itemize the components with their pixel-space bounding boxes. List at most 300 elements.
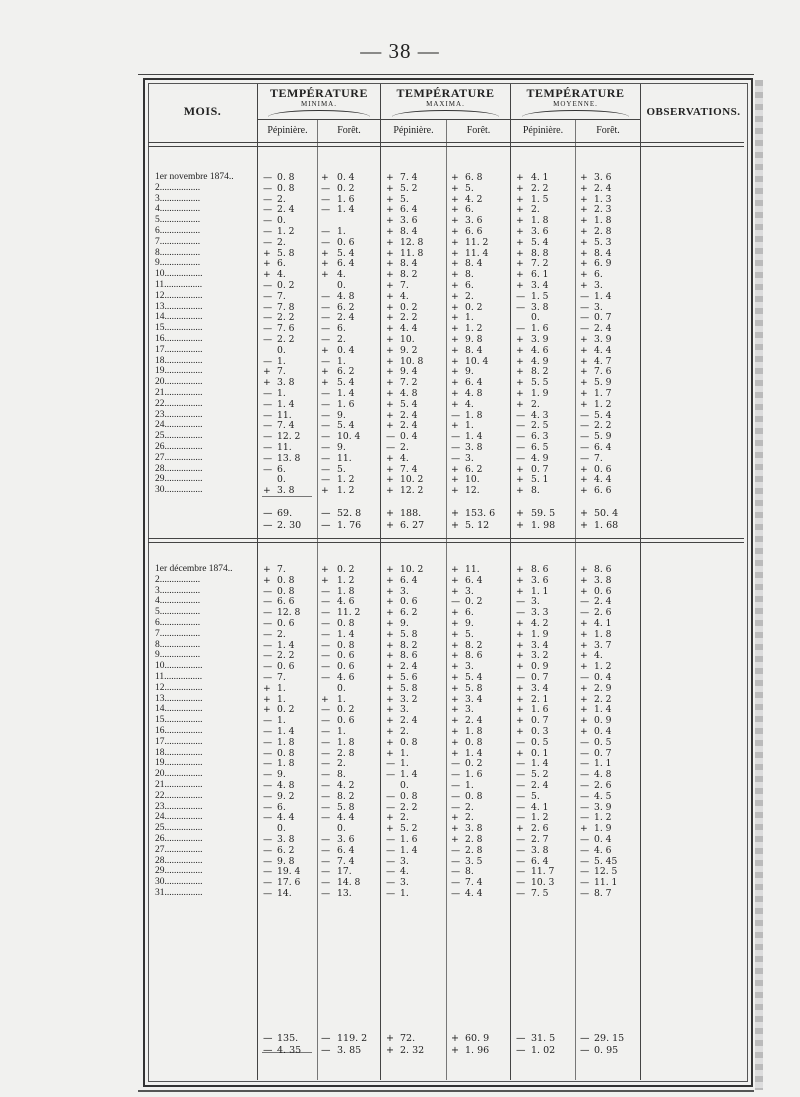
mean-pepiniere-value: 2. 6 (531, 823, 549, 835)
mean-pepiniere-sign: + (516, 355, 524, 367)
max-foret-value: 9. 8 (465, 334, 483, 345)
min-pepiniere-sign: — (263, 790, 273, 802)
mean-pepiniere-sign: — (516, 301, 526, 313)
day-label: 26................ (155, 442, 203, 452)
max-foret-sign: + (451, 269, 459, 281)
mean-pepiniere-sign: + (516, 215, 524, 227)
min-foret-value: 13. (337, 888, 352, 899)
max-pepiniere-value: 9. 4 (400, 366, 418, 378)
mean-foret-value: 8. 6 (594, 564, 612, 575)
min-pepiniere-sign: — (263, 388, 273, 399)
min-pepiniere-sign: — (263, 758, 273, 770)
min-pepiniere-sign: — (263, 715, 273, 727)
mean-pepiniere-value: 4. 9 (531, 355, 549, 367)
max-pepiniere-sign: + (386, 409, 394, 421)
day-label: 15................ (155, 715, 203, 726)
nov-total-max-foret-sign: + (451, 508, 459, 519)
min-header: TEMPÉRATURE (270, 86, 368, 100)
min-pepiniere-header: Pépinière. (267, 125, 308, 136)
max-pepiniere-sign: + (386, 204, 394, 216)
mean-foret-value: 0. 9 (594, 715, 612, 727)
mean-pepiniere-sign: — (516, 888, 526, 899)
mean-pepiniere-sign: — (516, 442, 526, 453)
mean-foret-value: 1. 2 (594, 812, 612, 824)
min-pepiniere-value: 4. (277, 269, 286, 281)
mean-foret-value: 1. 1 (594, 758, 612, 770)
max-pepiniere-sign: — (386, 801, 396, 813)
dec-total-max-foret: 60. 9 (465, 1033, 490, 1044)
day-label: 15................ (155, 323, 203, 334)
max-pepiniere-value: 0. 8 (400, 790, 418, 802)
day-label: 19................ (155, 366, 203, 377)
min-foret-sign: — (321, 585, 331, 597)
day-label: 12................ (155, 682, 203, 693)
max-pepiniere-sign: + (386, 474, 394, 486)
mean-pepiniere-value: 4. 1 (531, 801, 549, 813)
mean-pepiniere-value: 6. 5 (531, 442, 549, 453)
mean-foret-sign: + (580, 280, 588, 291)
max-pepiniere-value: 8. 4 (400, 258, 418, 270)
min-foret-sign: — (321, 388, 331, 399)
day-label: 14................ (155, 312, 203, 323)
mean-foret-header: Forêt. (596, 125, 620, 136)
mean-foret-sign: — (580, 747, 590, 759)
max-pepiniere-value: 1. 4 (400, 769, 418, 781)
min-pepiniere-sign: — (263, 182, 273, 194)
mean-foret-sign: + (580, 258, 588, 270)
dec-mean-min-foret: 3. 85 (337, 1045, 362, 1056)
min-foret-value: 0. 2 (337, 564, 355, 575)
nov-mean-max-foret: 5. 12 (465, 520, 490, 531)
max-foret-value: 5. 4 (465, 672, 483, 683)
min-pepiniere-sign: — (263, 855, 273, 867)
min-pepiniere-sign: — (263, 172, 273, 183)
min-pepiniere-value: 9. (277, 769, 286, 781)
mean-pepiniere-value: 3. 8 (531, 844, 549, 856)
min-pepiniere-value: 1. 4 (277, 726, 295, 737)
mean-pepiniere-value: 5. 4 (531, 236, 549, 248)
mean-subheader: MOYENNE. (553, 100, 598, 108)
min-pepiniere-sign: — (263, 596, 273, 608)
max-pepiniere-value: 0. (400, 780, 409, 791)
min-pepiniere-value: 1. 4 (277, 639, 295, 651)
max-foret-value: 8. 4 (465, 344, 483, 356)
mean-foret-value: 4. 5 (594, 790, 612, 802)
max-pepiniere-value: 2. 4 (400, 409, 418, 421)
mean-pepiniere-sign: + (516, 388, 524, 399)
mean-foret-value: 5. 9 (594, 377, 612, 389)
max-foret-value: 1. 6 (465, 769, 483, 781)
mean-foret-value: 6. 4 (594, 442, 612, 453)
mean-pepiniere-value: 6. 1 (531, 269, 549, 281)
max-foret-value: 2. (465, 812, 474, 824)
max-foret-value: 6. (465, 607, 474, 619)
max-pepiniere-value: 11. 8 (400, 247, 424, 259)
max-pepiniere-value: 7. 2 (400, 377, 418, 389)
mean-pepiniere-sign: — (516, 290, 526, 302)
min-foret-value: 4. 4 (337, 812, 355, 824)
mean-foret-value: 3. 9 (594, 801, 612, 813)
min-foret-value: 5. 4 (337, 377, 355, 389)
max-foret-sign: + (451, 312, 459, 324)
min-foret-value: 4. 8 (337, 290, 355, 302)
min-foret-value: 2. 8 (337, 747, 355, 759)
mean-pepiniere-value: 8. 8 (531, 247, 549, 259)
mean-pepiniere-sign: — (516, 866, 526, 878)
max-pepiniere-sign: + (386, 182, 394, 194)
max-pepiniere-sign: + (386, 215, 394, 227)
mean-pepiniere-value: 2. 2 (531, 182, 549, 194)
mean-pepiniere-value: 2. 7 (531, 834, 549, 845)
max-foret-sign: + (451, 564, 459, 575)
day-label: 17................ (155, 736, 203, 747)
mean-pepiniere-sign: — (516, 780, 526, 791)
day-label: 8................. (155, 639, 201, 650)
day-label: 4................. (155, 204, 201, 215)
min-pepiniere-value: 7. 4 (277, 420, 295, 432)
min-pepiniere-sign: — (263, 801, 273, 813)
mean-foret-sign: + (580, 377, 588, 389)
max-foret-value: 3. 4 (465, 693, 483, 705)
max-pepiniere-sign: + (386, 463, 394, 475)
min-pepiniere-sign: — (263, 585, 273, 597)
mean-pepiniere-sign: + (516, 193, 524, 205)
max-foret-sign: + (451, 607, 459, 619)
day-label: 22................ (155, 398, 203, 409)
max-pepiniere-value: 0. 8 (400, 736, 418, 748)
mean-pepiniere-sign: + (516, 377, 524, 389)
min-pepiniere-value: 6. (277, 801, 286, 813)
day-label: 16................ (155, 726, 203, 736)
mean-foret-value: 8. 7 (594, 888, 612, 899)
mean-foret-sign: — (580, 301, 590, 313)
max-pepiniere-sign: — (386, 844, 396, 856)
mean-pepiniere-sign: + (516, 585, 524, 597)
mean-foret-value: 1. 9 (594, 823, 612, 835)
day-label: 17................ (155, 344, 203, 355)
max-foret-value: 9. (465, 366, 474, 378)
day-label: 3................. (155, 585, 201, 596)
mean-pepiniere-value: 1. 6 (531, 704, 549, 716)
mean-foret-sign: + (580, 334, 588, 345)
nov-total-min-pepiniere-sign: — (263, 508, 273, 519)
max-foret-value: 5. 8 (465, 682, 483, 694)
min-foret-value: 3. 6 (337, 834, 355, 845)
max-pepiniere-header: Pépinière. (393, 125, 434, 136)
min-foret-sign: + (321, 564, 329, 575)
max-pepiniere-value: 4. (400, 452, 409, 464)
max-foret-value: 3. 8 (465, 442, 483, 453)
min-foret-value: 4. (337, 269, 346, 281)
max-pepiniere-sign: — (386, 769, 396, 781)
mean-foret-value: 2. 4 (594, 323, 612, 335)
min-foret-sign: — (321, 855, 331, 867)
mean-foret-value: 3. 6 (594, 172, 612, 183)
mean-pepiniere-value: 3. (531, 596, 540, 608)
min-foret-sign: — (321, 290, 331, 302)
max-foret-value: 6. (465, 204, 474, 216)
min-foret-sign: — (321, 639, 331, 651)
max-foret-sign: — (451, 866, 461, 878)
min-pepiniere-sign: — (263, 193, 273, 205)
min-pepiniere-value: 9. 8 (277, 855, 295, 867)
mean-foret-sign: + (580, 236, 588, 248)
min-foret-value: 5. 8 (337, 801, 355, 813)
dec-mean-mean-foret-sign: — (580, 1045, 590, 1056)
max-foret-sign: — (451, 801, 461, 813)
max-pepiniere-sign: — (386, 855, 396, 867)
mean-foret-sign: — (580, 888, 590, 899)
nov-mean-max-pepiniere: 6. 27 (400, 520, 425, 531)
mean-foret-sign: + (580, 485, 588, 497)
nov-mean-mean-foret-sign: + (580, 520, 588, 531)
mean-foret-value: 1. 2 (594, 661, 612, 673)
dec-total-min-pepiniere-sign: — (263, 1033, 273, 1044)
day-label: 20................ (155, 769, 203, 780)
top-rule (138, 74, 754, 75)
mean-foret-value: 1. 4 (594, 704, 612, 716)
max-pepiniere-sign: + (386, 693, 394, 705)
max-pepiniere-value: 5. 4 (400, 398, 418, 410)
min-foret-sign: — (321, 672, 331, 683)
min-pepiniere-sign: — (263, 747, 273, 759)
col-sep-mean-obs (640, 84, 641, 1080)
day-label: 24................ (155, 420, 203, 431)
max-pepiniere-value: 8. 6 (400, 650, 418, 662)
min-pepiniere-value: 2. (277, 236, 286, 248)
dec-total-min-pepiniere: 135. (277, 1033, 299, 1044)
max-foret-sign: — (451, 780, 461, 791)
max-foret-sign: — (451, 769, 461, 781)
mean-foret-value: 2. 6 (594, 780, 612, 791)
mean-pepiniere-sign: — (516, 409, 526, 421)
mean-pepiniere-sign: + (516, 258, 524, 270)
min-foret-value: 0. 4 (337, 344, 355, 356)
max-pepiniere-value: 6. 2 (400, 607, 418, 619)
max-pepiniere-value: 0. 2 (400, 301, 418, 313)
max-foret-value: 0. 2 (465, 758, 483, 770)
min-pepiniere-sign: — (263, 463, 273, 475)
mean-foret-value: 0. 4 (594, 672, 612, 683)
max-foret-sign: + (451, 236, 459, 248)
min-foret-value: 17. (337, 866, 352, 878)
mean-foret-sign: + (580, 398, 588, 410)
min-foret-value: 11. 2 (337, 607, 361, 619)
min-pepiniere-sign: — (263, 301, 273, 313)
min-foret-value: 1. 2 (337, 474, 355, 486)
max-foret-value: 1. 4 (465, 431, 483, 443)
max-foret-sign: + (451, 747, 459, 759)
max-foret-value: 11. 4 (465, 247, 489, 259)
nov-total-mean-foret: 50. 4 (594, 508, 619, 519)
min-pepiniere-value: 0. 6 (277, 618, 295, 629)
min-foret-sign: — (321, 334, 331, 345)
max-pepiniere-value: 2. 4 (400, 715, 418, 727)
mean-pepiniere-value: 1. 6 (531, 323, 549, 335)
nov-mean-min-foret: 1. 76 (337, 520, 362, 531)
mean-foret-value: 8. 4 (594, 247, 612, 259)
max-foret-value: 1. 4 (465, 747, 483, 759)
mean-foret-sign: — (580, 409, 590, 421)
max-foret-sign: — (451, 409, 461, 421)
min-foret-value: 7. 4 (337, 855, 355, 867)
mean-pepiniere-sign: + (516, 726, 524, 737)
max-foret-sign: + (451, 323, 459, 335)
max-foret-value: 4. (465, 398, 474, 410)
day-label: 10................ (155, 661, 203, 672)
mean-foret-value: 2. 4 (594, 596, 612, 608)
mean-foret-value: 0. 6 (594, 463, 612, 475)
min-foret-sign: + (321, 377, 329, 389)
mean-foret-value: 7. (594, 452, 603, 464)
min-foret-sign: — (321, 812, 331, 824)
mean-foret-value: 2. 8 (594, 226, 612, 237)
mean-foret-sign: + (580, 226, 588, 237)
min-pepiniere-sign: — (263, 672, 273, 683)
max-foret-value: 8. 2 (465, 639, 483, 651)
min-foret-value: 8. 2 (337, 790, 355, 802)
min-foret-value: 10. 4 (337, 431, 361, 443)
mean-pepiniere-sign: — (516, 323, 526, 335)
day-label: 1er novembre 1874.. (155, 172, 234, 182)
dec-total-mean-foret-sign: — (580, 1033, 590, 1044)
max-pepiniere-value: 6. 4 (400, 574, 418, 586)
min-pepiniere-value: 2. (277, 628, 286, 640)
mean-foret-sign: + (580, 628, 588, 640)
max-brace (392, 110, 499, 117)
dec-total-min-foret-sign: — (321, 1033, 331, 1044)
min-foret-sign: — (321, 452, 331, 464)
max-foret-sign: + (451, 398, 459, 410)
min-pepiniere-value: 1. 8 (277, 758, 295, 770)
nov-total-max-pepiniere-sign: + (386, 508, 394, 519)
min-foret-value: 1. 8 (337, 585, 355, 597)
min-foret-header: Forêt. (337, 125, 361, 136)
max-pepiniere-sign: + (386, 226, 394, 237)
max-foret-value: 11. (465, 564, 480, 575)
dec-mean-max-foret-sign: + (451, 1045, 459, 1056)
max-foret-sign: + (451, 290, 459, 302)
mean-pepiniere-sign: + (516, 204, 524, 216)
min-foret-value: 0. (337, 682, 346, 694)
page-edge-shadow (755, 80, 763, 1090)
min-foret-sign: — (321, 747, 331, 759)
mean-foret-sign: + (580, 618, 588, 629)
mean-pepiniere-value: 0. 5 (531, 736, 549, 748)
max-pepiniere-value: 8. 2 (400, 639, 418, 651)
max-pepiniere-value: 10. (400, 334, 415, 345)
mean-pepiniere-value: 1. 8 (531, 215, 549, 227)
min-pepiniere-sign: — (263, 780, 273, 791)
max-foret-value: 3. (465, 661, 474, 673)
min-pepiniere-sign: — (263, 236, 273, 248)
mean-pepiniere-value: 4. 6 (531, 344, 549, 356)
min-foret-value: 2. 4 (337, 312, 355, 324)
min-pepiniere-value: 1. (277, 693, 286, 705)
mean-foret-sign: — (580, 312, 590, 324)
min-foret-sign: — (321, 790, 331, 802)
max-pepiniere-sign: + (386, 366, 394, 378)
mean-foret-value: 4. 4 (594, 344, 612, 356)
min-pepiniere-sign: — (263, 226, 273, 237)
min-foret-sign: — (321, 704, 331, 716)
mean-pepiniere-value: 5. (531, 790, 540, 802)
max-pepiniere-value: 2. 4 (400, 420, 418, 432)
max-foret-sign: + (451, 639, 459, 651)
nov-total-max-foret: 153. 6 (465, 508, 496, 519)
mean-pepiniere-sign: + (516, 574, 524, 586)
min-pepiniere-sign: — (263, 888, 273, 899)
mean-foret-value: 2. 3 (594, 204, 612, 216)
day-label: 22................ (155, 790, 203, 801)
mean-pepiniere-sign: — (516, 801, 526, 813)
mean-brace (522, 110, 629, 117)
mean-pepiniere-sign: + (516, 628, 524, 640)
day-label: 27................ (155, 452, 203, 463)
nov-total-max-pepiniere: 188. (400, 508, 422, 519)
mean-pepiniere-sign: + (516, 398, 524, 410)
day-label: 14................ (155, 704, 203, 715)
max-pepiniere-sign: + (386, 485, 394, 497)
min-pepiniere-value: 0. (277, 474, 286, 486)
max-foret-sign: + (451, 301, 459, 313)
min-pepiniere-value: 1. (277, 388, 286, 399)
min-pepiniere-sign: — (263, 607, 273, 619)
mean-pepiniere-value: 2. (531, 204, 540, 216)
mean-pepiniere-value: 0. (531, 312, 540, 324)
max-foret-value: 2. (465, 801, 474, 813)
max-pepiniere-sign: + (386, 247, 394, 259)
max-pepiniere-value: 5. (400, 193, 409, 205)
min-foret-value: 6. 4 (337, 844, 355, 856)
mean-pepiniere-value: 3. 9 (531, 334, 549, 345)
dec-total-mean-foret: 29. 15 (594, 1033, 625, 1044)
max-pepiniere-sign: — (386, 790, 396, 802)
max-pepiniere-value: 7. (400, 280, 409, 291)
mean-pepiniere-sign: — (516, 877, 526, 889)
min-foret-sign: + (321, 366, 329, 378)
dec-mean-min-pepiniere-sign: — (263, 1045, 273, 1056)
mean-pepiniere-value: 5. 5 (531, 377, 549, 389)
min-pepiniere-value: 11. (277, 442, 292, 453)
min-foret-sign: — (321, 780, 331, 791)
day-label: 23................ (155, 409, 203, 420)
mean-foret-sign: + (580, 823, 588, 835)
mean-pepiniere-value: 4. 1 (531, 172, 549, 183)
max-pepiniere-sign: + (386, 193, 394, 205)
max-foret-value: 10. (465, 474, 480, 486)
mean-foret-value: 1. 4 (594, 290, 612, 302)
min-foret-sign: — (321, 650, 331, 662)
mean-pepiniere-value: 8. 2 (531, 366, 549, 378)
mean-pepiniere-sign: + (516, 682, 524, 694)
mean-pepiniere-value: 1. 2 (531, 812, 549, 824)
min-pepiniere-value: 2. 4 (277, 204, 295, 216)
max-foret-value: 8. 4 (465, 258, 483, 270)
min-foret-value: 2. (337, 334, 346, 345)
max-pepiniere-value: 2. (400, 442, 409, 453)
mean-pepiniere-value: 5. 1 (531, 474, 549, 486)
min-foret-sign: — (321, 431, 331, 443)
mean-pepiniere-sign: + (516, 182, 524, 194)
mean-pepiniere-sign: — (516, 420, 526, 432)
max-foret-value: 7. 4 (465, 877, 483, 889)
mean-pepiniere-value: 3. 3 (531, 607, 549, 619)
min-foret-sign: + (321, 258, 329, 270)
max-foret-sign: + (451, 682, 459, 694)
max-pepiniere-value: 8. 4 (400, 226, 418, 237)
max-pepiniere-value: 3. (400, 855, 409, 867)
